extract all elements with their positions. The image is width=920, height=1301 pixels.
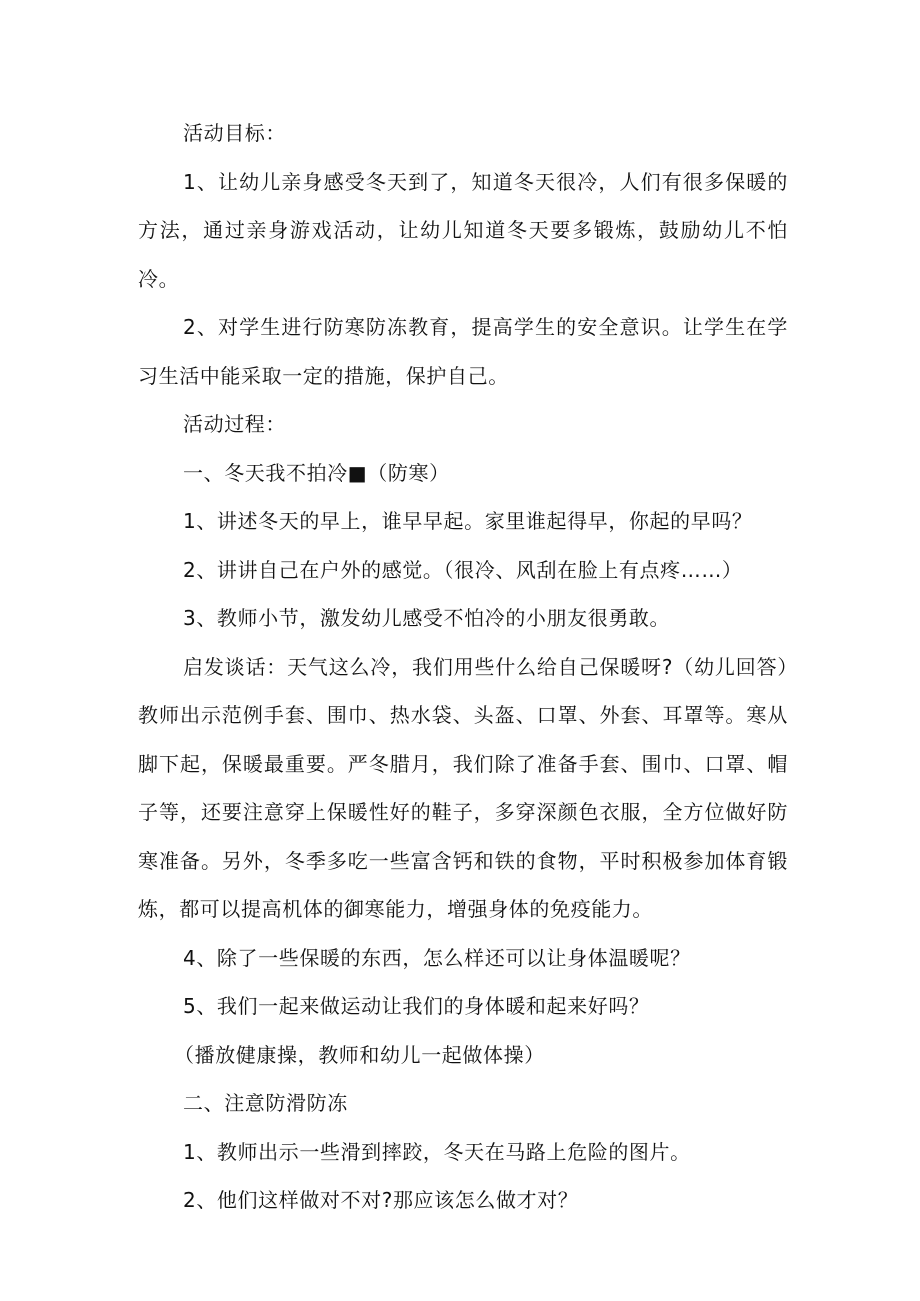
slip-item-1: 1、教师出示一些滑到摔跤，冬天在马路上危险的图片。	[183, 1139, 691, 1164]
discussion-paragraph: 启发谈话：天气这么冷，我们用些什么给自己保暖呀?（幼儿回答）教师出示范例手套、围巾、热水袋、头盔、口罩、外套、耳罩等。寒从脚下起，保暖最重要。严冬腊月，我们除了准备手套、围巾、口罩、帽子等，还要注意穿上保暖性好的鞋子，多穿深颜色衣服，全方位做好防寒准备。另外，冬季多吃一些富含钙和铁的食物，平时积极参加体育锻炼，都可以提高机体的御寒能力，增强身体的免疫能力。	[138, 654, 788, 921]
process-item-3: 3、教师小节，激发幼儿感受不怕冷的小朋友很勇敢。	[183, 606, 671, 630]
document-body	[138, 109, 788, 1225]
subsection-heading-slip: 二、注意防滑防冻	[183, 1091, 348, 1115]
section-heading-process: 活动过程：	[183, 412, 286, 436]
subsection-heading-cold: 一、冬天我不拍冷■（防寒）	[183, 460, 450, 485]
goal-item-1: 1、让幼儿亲身感受冬天到了，知道冬天很冷，人们有很多保暖的方法，通过亲身游戏活动，让幼儿知道冬天要多锻炼，鼓励幼儿不怕冷。	[138, 169, 788, 291]
exercise-note: （播放健康操，教师和幼儿一起做体操）	[174, 1042, 545, 1067]
section-heading-goals: 活动目标：	[183, 121, 286, 145]
process-item-1: 1、讲述冬天的早上，谁早早起。家里谁起得早，你起的早吗？	[183, 509, 753, 533]
process-item-4: 4、除了一些保暖的东西，怎么样还可以让身体温暖呢？	[183, 945, 691, 970]
process-item-5: 5、我们一起来做运动让我们的身体暖和起来好吗？	[183, 994, 650, 1018]
goal-item-2: 2、对学生进行防寒防冻教育，提高学生的安全意识。让学生在学习生活中能采取一定的措施，保护自己。	[138, 315, 788, 388]
process-item-2: 2、讲讲自己在户外的感觉。（很冷、风刮在脸上有点疼……）	[183, 557, 743, 582]
slip-item-2: 2、他们这样做对不对?那应该怎么做才对？	[183, 1188, 579, 1212]
